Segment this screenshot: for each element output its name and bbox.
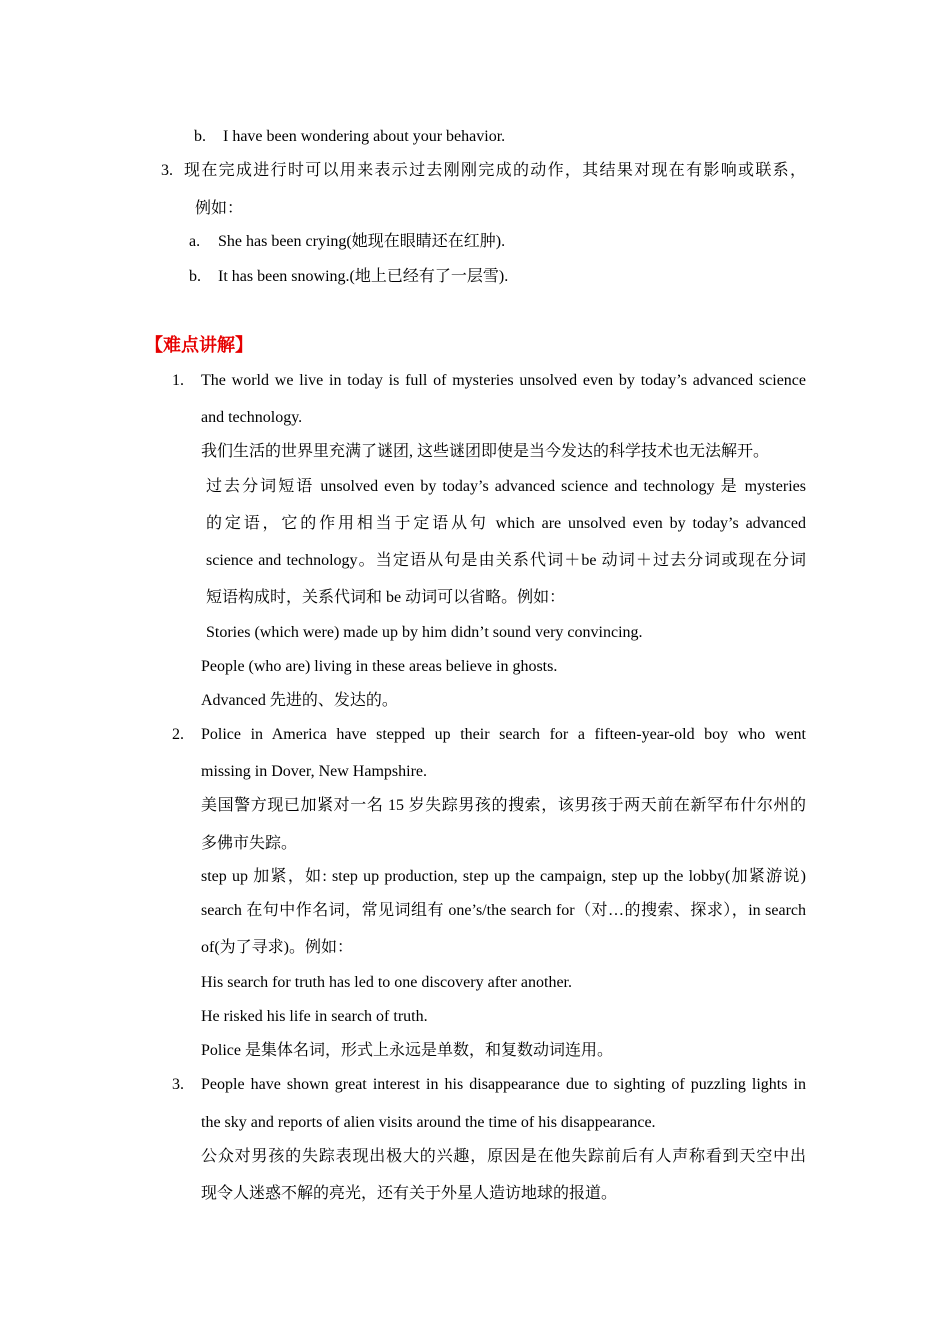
translation: 公众对男孩的失踪表现出极大的兴趣，原因是在他失踪前后有人声称看到天空中出 <box>201 1148 806 1165</box>
example-sentence: It has been snowing.(地上已经有了一层雪). <box>218 268 509 285</box>
translation: 我们生活的世界里充满了谜团, 这些谜团即使是当今发达的科学技术也无法解开。 <box>201 443 770 460</box>
example-sentence: His search for truth has led to one discovery after another. <box>201 974 572 991</box>
key-sentence: and technology. <box>201 409 303 426</box>
example-sentence: She has been crying(她现在眼睛还在红肿). <box>218 233 506 250</box>
example-sentence: I have been wondering about your behavior. <box>223 128 506 145</box>
grammar-point-text: 现在完成进行时可以用来表示过去刚刚完成的动作，其结果对现在有影响或联系， <box>184 162 806 179</box>
key-sentence: Police in America have stepped up their search for a fifteen-year-old boy who went <box>201 726 806 743</box>
translation: 多佛市失踪。 <box>201 835 298 852</box>
list-marker-3: 3. <box>161 162 173 179</box>
example-sentence: He risked his life in search of truth. <box>201 1008 428 1025</box>
example-sentence: Stories (which were) made up by him didn’t sound very convincing. <box>206 624 643 641</box>
list-marker-a: a. <box>189 233 201 250</box>
key-sentence: People have shown great interest in his disappearance due to sighting of puzzling lights in <box>201 1076 806 1093</box>
list-marker-b: b. <box>194 128 206 145</box>
explanation: 过去分词短语 unsolved even by today’s advanced science and technology 是 mysteries <box>206 478 806 495</box>
explanation: 的定语，它的作用相当于定语从句 which are unsolved even by today’s advanced <box>206 515 806 532</box>
explanation: 短语构成时，关系代词和 be 动词可以省略。例如： <box>206 589 566 606</box>
example-sentence: People (who are) living in these areas believe in ghosts. <box>201 658 558 675</box>
key-sentence: missing in Dover, New Hampshire. <box>201 763 427 780</box>
explanation: Police 是集体名词，形式上永远是单数，和复数动词连用。 <box>201 1042 613 1059</box>
explanation: of(为了寻求)。例如： <box>201 939 353 956</box>
grammar-point-text: 例如： <box>195 200 244 217</box>
list-marker-b: b. <box>189 268 201 285</box>
explanation: science and technology。当定语从句是由关系代词＋be 动词＋过去分词或现在分词 <box>206 552 806 569</box>
list-marker-1: 1. <box>172 372 184 389</box>
key-sentence: the sky and reports of alien visits around the time of his disappearance. <box>201 1114 656 1131</box>
explanation: search 在句中作名词，常见词组有 one’s/the search for（对…的搜索、探求），in search <box>201 902 806 919</box>
list-marker-3: 3. <box>172 1076 184 1093</box>
explanation: step up 加紧，如: step up production, step up the campaign, step up the lobby(加紧游说) <box>201 868 806 885</box>
translation: 现令人迷惑不解的亮光，还有关于外星人造访地球的报道。 <box>201 1185 618 1202</box>
key-sentence: The world we live in today is full of mysteries unsolved even by today’s advanced science <box>201 372 806 389</box>
section-heading: 【难点讲解】 <box>145 335 253 356</box>
translation: 美国警方现已加紧对一名 15 岁失踪男孩的搜索，该男孩于两天前在新罕布什尔州的 <box>201 797 806 814</box>
vocabulary-note: Advanced 先进的、发达的。 <box>201 692 398 709</box>
list-marker-2: 2. <box>172 726 184 743</box>
